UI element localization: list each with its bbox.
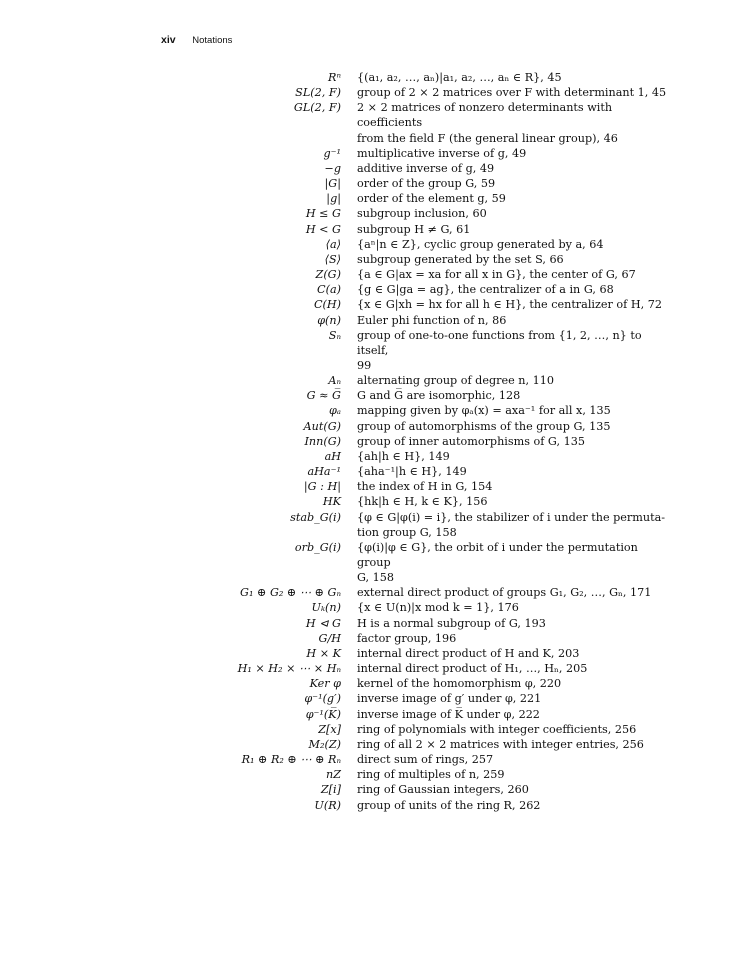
notation-row <box>0 252 744 267</box>
notation-row <box>0 206 744 221</box>
notation-row <box>0 70 744 85</box>
notation-description <box>357 752 673 767</box>
notation-symbol: φ⁻¹(K̅) <box>305 707 341 721</box>
notation-description <box>357 616 673 631</box>
notation-row <box>0 449 744 464</box>
notation-description-line: internal direct product of H and K, 203 <box>357 646 580 660</box>
notation-description <box>357 388 673 403</box>
notation-row <box>0 282 744 297</box>
notation-description <box>357 434 673 449</box>
notation-row <box>0 782 744 797</box>
notation-row <box>0 707 744 722</box>
notation-description <box>357 676 673 691</box>
notation-row <box>0 646 744 661</box>
notation-symbol: Aₙ <box>328 374 341 388</box>
notation-description <box>357 191 673 206</box>
notation-description-line: external direct product of groups G₁, G₂, …, Gₙ, 171 <box>357 586 652 600</box>
notation-row <box>0 176 744 191</box>
notation-description-line: inverse image of g′ under φ, 221 <box>357 692 542 706</box>
notation-row <box>0 161 744 176</box>
notation-symbol: Ker φ <box>309 677 341 691</box>
notation-symbol: φ(n) <box>317 313 341 327</box>
notation-symbol: GL(2, F) <box>293 101 341 115</box>
notation-description <box>357 146 673 161</box>
notation-symbol: Z(G) <box>315 268 341 282</box>
notation-description <box>357 722 673 737</box>
notation-row <box>0 767 744 782</box>
notation-symbol: φ⁻¹(g′) <box>304 692 341 706</box>
notation-row <box>0 419 744 434</box>
notation-row <box>0 100 744 145</box>
notation-description-line: G and G̅ are isomorphic, 128 <box>357 389 521 403</box>
notation-description <box>357 479 673 494</box>
notation-description <box>357 419 673 434</box>
notation-row <box>0 388 744 403</box>
notation-row <box>0 798 744 813</box>
notation-symbol: R₁ ⊕ R₂ ⊕ ⋯ ⊕ Rₙ <box>241 753 341 767</box>
notation-symbol: SL(2, F) <box>295 86 341 100</box>
notation-description-line: direct sum of rings, 257 <box>357 753 494 767</box>
notation-description <box>357 161 673 176</box>
notation-symbol: stab_G(i) <box>290 510 341 524</box>
notation-description-line: {ah|h ∈ H}, 149 <box>357 449 450 463</box>
notation-row <box>0 676 744 691</box>
notation-symbol: H₁ × H₂ × ⋯ × Hₙ <box>237 662 341 676</box>
notation-symbol: aH <box>324 449 341 463</box>
notation-row <box>0 722 744 737</box>
notation-list <box>0 70 744 813</box>
notation-row <box>0 737 744 752</box>
notation-symbol: Rⁿ <box>328 71 341 84</box>
notation-symbol: HK <box>322 495 341 509</box>
notation-description-line: G, 158 <box>357 571 395 585</box>
notation-symbol: |g| <box>326 192 341 206</box>
notation-row <box>0 373 744 388</box>
notation-row <box>0 691 744 706</box>
notation-symbol: Z[x] <box>318 722 341 736</box>
notation-description-line: order of the element g, 59 <box>357 192 506 206</box>
notation-row <box>0 222 744 237</box>
notation-description <box>357 782 673 797</box>
notation-description-line: subgroup H ≠ G, 61 <box>357 222 471 236</box>
notation-description-line: {hk|h ∈ H, k ∈ K}, 156 <box>357 495 488 509</box>
notation-description <box>357 85 673 100</box>
notation-description <box>357 282 673 297</box>
notation-description <box>357 691 673 706</box>
notation-description <box>357 494 673 509</box>
notation-symbol: |G| <box>324 177 341 191</box>
notation-description-line: ring of all 2 × 2 matrices with integer entries, 256 <box>357 737 644 751</box>
notation-description <box>357 798 673 813</box>
notation-description <box>357 297 673 312</box>
notation-row <box>0 616 744 631</box>
notation-description-line: from the field F (the general linear group), 46 <box>357 131 618 145</box>
notation-description-line: {φ ∈ G|φ(i) = i}, the stabilizer of i under the permuta- <box>357 510 666 524</box>
notation-symbol: G₁ ⊕ G₂ ⊕ ⋯ ⊕ Gₙ <box>240 586 341 600</box>
notation-symbol: orb_G(i) <box>294 540 341 554</box>
notation-description-line: group of 2 × 2 matrices over F with determinant 1, 45 <box>357 86 667 100</box>
notation-description <box>357 328 673 373</box>
notation-description <box>357 646 673 661</box>
notation-row <box>0 464 744 479</box>
notation-symbol: M₂(Z) <box>308 737 341 751</box>
notation-symbol: C(H) <box>313 298 341 312</box>
notation-description-line: {aha⁻¹|h ∈ H}, 149 <box>357 465 467 479</box>
notation-row <box>0 479 744 494</box>
notation-row <box>0 494 744 509</box>
notation-row <box>0 434 744 449</box>
notation-description-line: {(a₁, a₂, …, aₙ)|a₁, a₂, …, aₙ ∈ R}, 45 <box>357 71 562 84</box>
notation-symbol: g⁻¹ <box>323 146 341 160</box>
notation-description-line: factor group, 196 <box>357 631 457 645</box>
notation-symbol: H < G <box>305 222 341 236</box>
notation-symbol: Z[i] <box>320 783 341 797</box>
notation-row <box>0 403 744 418</box>
notation-description <box>357 206 673 221</box>
notation-description <box>357 464 673 479</box>
notation-description-line: multiplicative inverse of g, 49 <box>357 146 527 160</box>
notation-symbol: ⟨a⟩ <box>325 237 341 251</box>
notation-row <box>0 85 744 100</box>
notation-description <box>357 661 673 676</box>
notation-description-line: ring of polynomials with integer coefficients, 256 <box>357 722 637 736</box>
notation-symbol: φₐ <box>328 404 341 418</box>
page-header <box>161 34 232 46</box>
notation-symbol: ⟨S⟩ <box>324 252 341 266</box>
notation-row <box>0 510 744 540</box>
page-number: xiv <box>161 34 176 46</box>
notation-description <box>357 449 673 464</box>
notation-description-line: {φ(i)|φ ∈ G}, the orbit of i under the permutation group <box>357 540 638 569</box>
notation-row <box>0 297 744 312</box>
notation-description-line: {x ∈ G|xh = hx for all h ∈ H}, the centralizer of H, 72 <box>357 298 662 312</box>
notation-description-line: subgroup generated by the set S, 66 <box>357 252 564 266</box>
notation-description <box>357 237 673 252</box>
notation-description-line: inverse image of K̅ under φ, 222 <box>357 707 540 721</box>
notation-symbol: −g <box>324 161 341 175</box>
notation-description <box>357 540 673 585</box>
notation-description <box>357 510 673 540</box>
notation-symbol: |G : H| <box>303 480 341 494</box>
notation-symbol: Inn(G) <box>304 434 341 448</box>
notation-symbol: nZ <box>326 768 341 782</box>
notation-description <box>357 585 673 600</box>
notation-row <box>0 631 744 646</box>
notation-description-line: order of the group G, 59 <box>357 177 496 191</box>
notation-description-line: group of automorphisms of the group G, 135 <box>357 419 611 433</box>
notation-symbol: H ≤ G <box>305 207 341 221</box>
notation-description-line: subgroup inclusion, 60 <box>357 207 487 221</box>
notation-symbol: Uₖ(n) <box>311 601 341 615</box>
notation-description-line: H is a normal subgroup of G, 193 <box>357 616 546 630</box>
notation-description <box>357 373 673 388</box>
notation-description <box>357 600 673 615</box>
notation-description-line: ring of multiples of n, 259 <box>357 768 505 782</box>
notation-row <box>0 328 744 373</box>
notation-row <box>0 540 744 585</box>
notation-description <box>357 252 673 267</box>
notation-description-line: tion group G, 158 <box>357 525 457 539</box>
notation-symbol: G/H <box>318 631 341 645</box>
notation-description-line: Euler phi function of n, 86 <box>357 313 507 327</box>
notation-description-line: alternating group of degree n, 110 <box>357 374 554 388</box>
notation-row <box>0 661 744 676</box>
notation-description-line: {a ∈ G|ax = xa for all x in G}, the center of G, 67 <box>357 268 636 282</box>
notation-description-line: {g ∈ G|ga = ag}, the centralizer of a in G, 68 <box>357 283 614 297</box>
notation-description <box>357 267 673 282</box>
notation-row <box>0 191 744 206</box>
notation-description <box>357 176 673 191</box>
notation-row <box>0 313 744 328</box>
notation-row <box>0 585 744 600</box>
notation-symbol: H × K <box>306 646 341 660</box>
notation-description-line: the index of H in G, 154 <box>357 480 493 494</box>
notation-description <box>357 70 673 85</box>
notation-description <box>357 100 673 145</box>
notation-description <box>357 707 673 722</box>
notation-description <box>357 313 673 328</box>
notation-description-line: {x ∈ U(n)|x mod k = 1}, 176 <box>357 601 519 615</box>
notation-row <box>0 752 744 767</box>
notation-description-line: additive inverse of g, 49 <box>357 161 495 175</box>
notation-description-line: group of one-to-one functions from {1, 2, …, n} to itself, <box>357 328 642 357</box>
notation-description <box>357 737 673 752</box>
notation-row <box>0 237 744 252</box>
notation-symbol: Sₙ <box>328 328 341 342</box>
notation-description-line: kernel of the homomorphism φ, 220 <box>357 677 562 691</box>
notation-description-line: group of units of the ring R, 262 <box>357 798 541 812</box>
notation-row <box>0 600 744 615</box>
notation-symbol: U(R) <box>314 798 341 812</box>
notation-row <box>0 267 744 282</box>
notation-description <box>357 631 673 646</box>
notation-description <box>357 403 673 418</box>
notation-row <box>0 146 744 161</box>
notation-description <box>357 767 673 782</box>
notation-description-line: 99 <box>357 358 372 372</box>
notation-description-line: {aⁿ|n ∈ Z}, cyclic group generated by a, 64 <box>357 237 604 251</box>
notation-description <box>357 222 673 237</box>
page-title: Notations <box>192 35 233 46</box>
notation-symbol: G ≈ G̅ <box>306 389 341 403</box>
notation-symbol: aHa⁻¹ <box>307 465 341 479</box>
notation-description-line: group of inner automorphisms of G, 135 <box>357 434 585 448</box>
notation-description-line: internal direct product of H₁, …, Hₙ, 205 <box>357 662 588 676</box>
notation-description-line: mapping given by φₐ(x) = axa⁻¹ for all x, 135 <box>357 404 611 418</box>
notation-symbol: Aut(G) <box>303 419 341 433</box>
notation-description-line: 2 × 2 matrices of nonzero determinants with coefficients <box>357 101 613 130</box>
notation-description-line: ring of Gaussian integers, 260 <box>357 783 529 797</box>
notation-symbol: H ⊲ G <box>305 616 341 630</box>
notation-symbol: C(a) <box>317 283 341 297</box>
